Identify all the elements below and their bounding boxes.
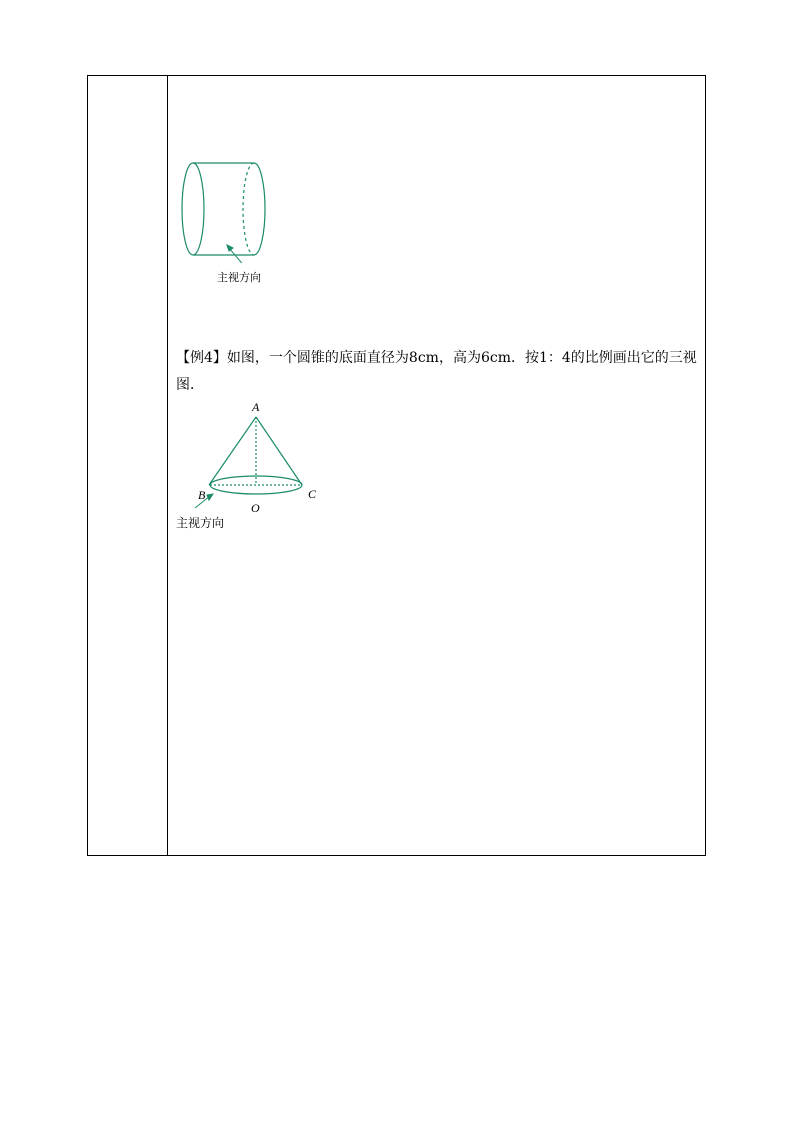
cylinder-direction-label: 主视方向 [217,271,261,284]
direction-arrow [227,245,246,263]
cone-left-side [209,417,256,485]
cone-figure [176,410,316,520]
example-4-tag: 【例4】 [176,350,227,366]
cylinder-left-face [182,163,204,255]
example-4-text [176,345,702,399]
point-o-label: O [251,501,260,515]
cone-direction-label: 主视方向 [176,516,225,530]
point-c-label: C [308,487,317,501]
example-4-body: 如图，一个圆锥的底面直径为8cm，高为6cm．按1：4的比例画出它的三视图． [176,350,697,393]
cylinder-right-visible-arc [254,163,265,255]
cylinder-right-hidden-arc [243,163,254,255]
cone-right-side [256,417,302,485]
column-divider [167,76,168,855]
cylinder-figure [176,158,276,263]
point-b-label: B [198,488,206,502]
point-a-label: A [252,400,260,414]
